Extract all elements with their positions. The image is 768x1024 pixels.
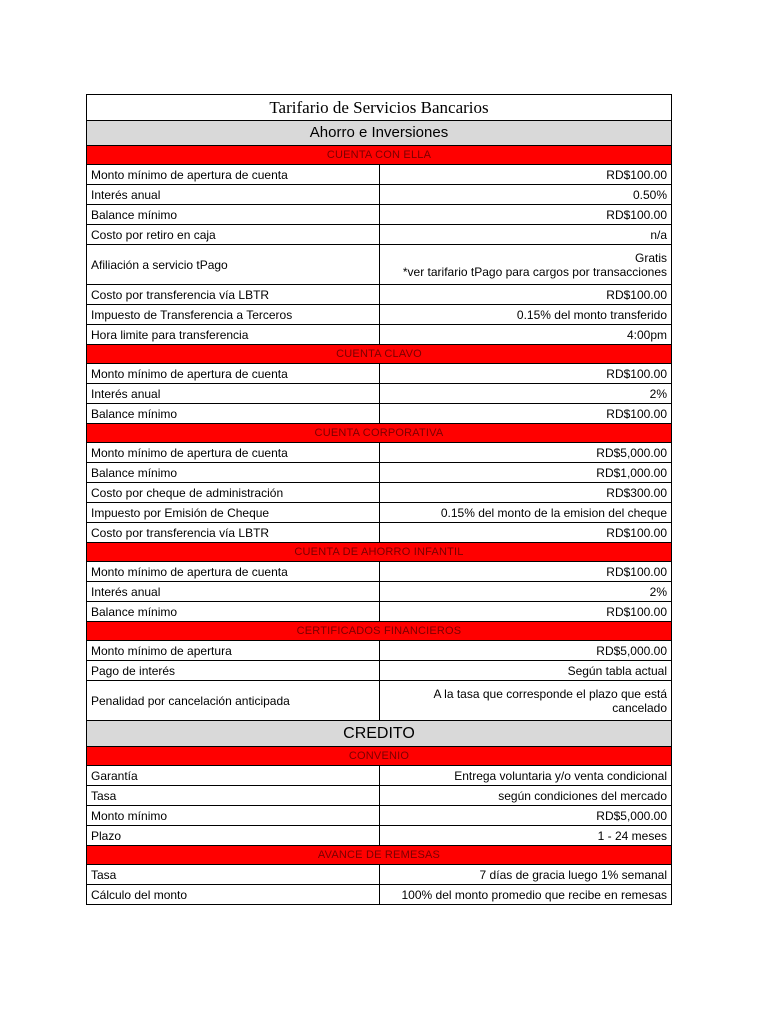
section-ahorro-inversiones: Ahorro e Inversiones	[87, 121, 672, 146]
table-row	[87, 786, 672, 806]
row-label: Afiliación a servicio tPago	[87, 245, 380, 285]
row-label: Monto mínimo de apertura de cuenta	[87, 562, 380, 582]
value-line: cancelado	[612, 700, 667, 715]
table-row	[87, 384, 672, 404]
row-label: Interés anual	[87, 582, 380, 602]
row-label: Pago de interés	[87, 661, 380, 681]
table-row	[87, 602, 672, 622]
row-label: Impuesto por Emisión de Cheque	[87, 503, 380, 523]
fee-table	[86, 94, 672, 905]
row-value: 2%	[379, 582, 672, 602]
row-label: Garantía	[87, 766, 380, 786]
row-label: Monto mínimo de apertura de cuenta	[87, 364, 380, 384]
table-row	[87, 205, 672, 225]
row-label: Monto mínimo de apertura de cuenta	[87, 165, 380, 185]
group-header-cuenta-con-ella: CUENTA CON ELLA	[87, 146, 672, 165]
group-header-avance-remesas: AVANCE DE REMESAS	[87, 846, 672, 865]
table-row	[87, 225, 672, 245]
row-label: Plazo	[87, 826, 380, 846]
row-label: Costo por cheque de administración	[87, 483, 380, 503]
row-value: RD$100.00	[379, 285, 672, 305]
table-row	[87, 523, 672, 543]
row-value: 4:00pm	[379, 325, 672, 345]
table-row	[87, 661, 672, 681]
row-value: RD$100.00	[379, 523, 672, 543]
table-row	[87, 562, 672, 582]
value-note: *ver tarifario tPago para cargos por transacciones	[402, 264, 667, 279]
row-value: 2%	[379, 384, 672, 404]
document-title: Tarifario de Servicios Bancarios	[87, 95, 672, 121]
row-label: Monto mínimo de apertura	[87, 641, 380, 661]
row-value: RD$100.00	[379, 165, 672, 185]
row-label: Monto mínimo de apertura de cuenta	[87, 443, 380, 463]
table-row	[87, 826, 672, 846]
row-value: RD$100.00	[379, 364, 672, 384]
row-label: Tasa	[87, 865, 380, 885]
row-value: 1 - 24 meses	[379, 826, 672, 846]
value-line: Gratis	[634, 250, 667, 265]
table-row	[87, 885, 672, 905]
row-value: RD$300.00	[379, 483, 672, 503]
table-row	[87, 245, 672, 285]
row-value: RD$5,000.00	[379, 641, 672, 661]
row-value: 7 días de gracia luego 1% semanal	[379, 865, 672, 885]
row-label: Cálculo del monto	[87, 885, 380, 905]
table-row	[87, 463, 672, 483]
row-label: Costo por transferencia vía LBTR	[87, 523, 380, 543]
table-row	[87, 806, 672, 826]
row-value: 100% del monto promedio que recibe en remesas	[379, 885, 672, 905]
table-row	[87, 285, 672, 305]
table-row	[87, 503, 672, 523]
group-header-ahorro-infantil: CUENTA DE AHORRO INFANTIL	[87, 543, 672, 562]
section-credito: CREDITO	[87, 721, 672, 747]
table-row	[87, 404, 672, 424]
row-value: RD$100.00	[379, 404, 672, 424]
group-header-convenio: CONVENIO	[87, 747, 672, 766]
row-value: Entrega voluntaria y/o venta condicional	[379, 766, 672, 786]
row-label: Costo por retiro en caja	[87, 225, 380, 245]
row-label: Impuesto de Transferencia a Terceros	[87, 305, 380, 325]
table-row	[87, 766, 672, 786]
table-row	[87, 483, 672, 503]
row-label: Balance mínimo	[87, 404, 380, 424]
row-label: Interés anual	[87, 384, 380, 404]
row-value: n/a	[379, 225, 672, 245]
row-value: RD$5,000.00	[379, 443, 672, 463]
row-value: 0.15% del monto transferido	[379, 305, 672, 325]
table-row	[87, 364, 672, 384]
value-line: A la tasa que corresponde el plazo que está	[433, 686, 667, 701]
row-label: Balance mínimo	[87, 205, 380, 225]
row-value: RD$100.00	[379, 602, 672, 622]
table-row	[87, 443, 672, 463]
row-label: Interés anual	[87, 185, 380, 205]
row-label: Hora limite para transferencia	[87, 325, 380, 345]
group-header-cuenta-corporativa: CUENTA CORPORATIVA	[87, 424, 672, 443]
row-label: Monto mínimo	[87, 806, 380, 826]
row-label: Penalidad por cancelación anticipada	[87, 681, 380, 721]
fee-schedule-document	[86, 94, 672, 905]
group-header-certificados: CERTIFICADOS FINANCIEROS	[87, 622, 672, 641]
table-row	[87, 185, 672, 205]
table-row	[87, 865, 672, 885]
row-label: Balance mínimo	[87, 463, 380, 483]
row-value: RD$100.00	[379, 562, 672, 582]
table-row	[87, 165, 672, 185]
row-value: RD$5,000.00	[379, 806, 672, 826]
table-row	[87, 641, 672, 661]
row-value-multiline	[379, 681, 672, 721]
row-value: Según tabla actual	[379, 661, 672, 681]
table-row	[87, 582, 672, 602]
row-value: 0.50%	[379, 185, 672, 205]
row-value-multiline	[379, 245, 672, 285]
group-header-cuenta-clavo: CUENTA CLAVO	[87, 345, 672, 364]
table-row	[87, 305, 672, 325]
row-label: Balance mínimo	[87, 602, 380, 622]
row-label: Tasa	[87, 786, 380, 806]
table-row	[87, 325, 672, 345]
row-value: según condiciones del mercado	[379, 786, 672, 806]
row-label: Costo por transferencia vía LBTR	[87, 285, 380, 305]
row-value: RD$1,000.00	[379, 463, 672, 483]
row-value: RD$100.00	[379, 205, 672, 225]
table-row	[87, 681, 672, 721]
row-value: 0.15% del monto de la emision del cheque	[379, 503, 672, 523]
